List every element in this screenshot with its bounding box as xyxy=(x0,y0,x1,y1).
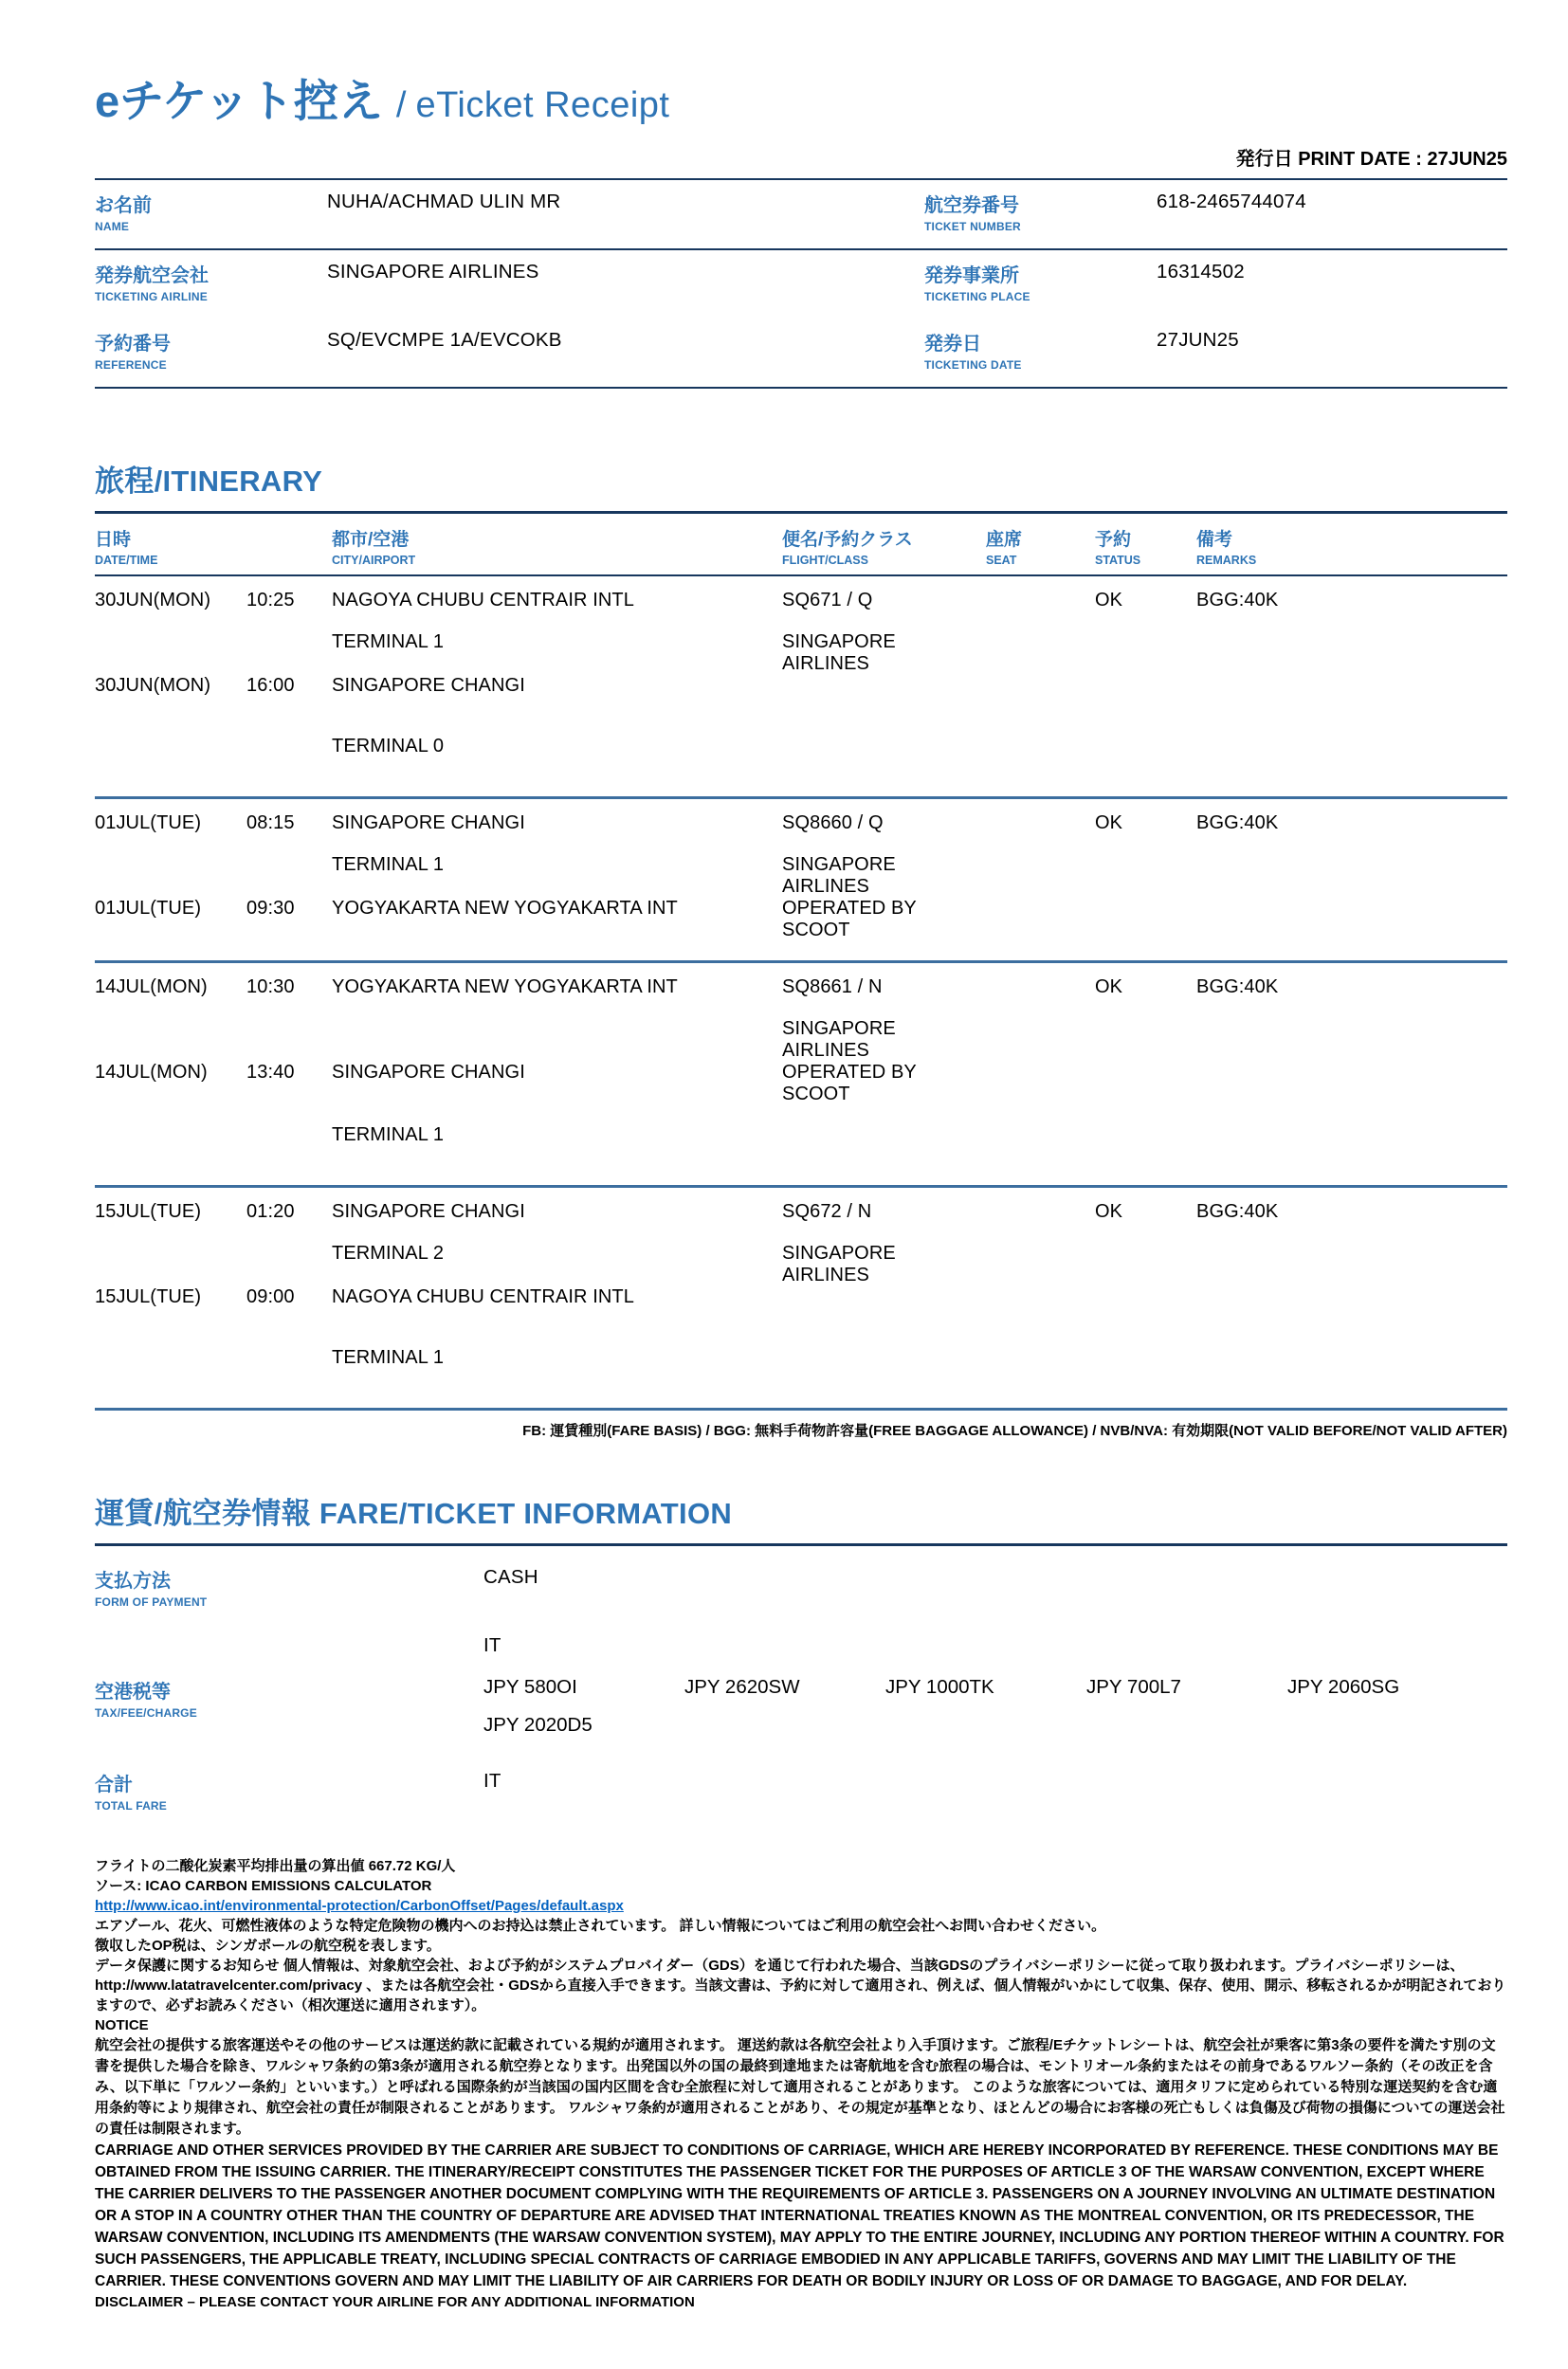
dangerous-goods-line: エアゾール、花火、可燃性液体のような特定危険物の機内へのお持込は禁止されています。 詳しい情報についてはご利用の航空会社へお問い合わせください。 xyxy=(95,1918,1106,1934)
ticketing-place-label: 発券事業所 TICKETING PLACE xyxy=(924,265,1030,303)
form-of-payment-label: 支払方法 FORM OF PAYMENT xyxy=(95,1571,208,1609)
notice-paragraph-jp: 航空会社の提供する旅客運送やその他のサービスは運送約款に記載されている規約が適用されます。 運送約款は各航空会社より入手頂けます。ご旅程/Eチケットレシートは、航空会社が乗客に第3条の要件を満たす別の文書を提供した場合を除き、ワルシャワ条約の第3条が適用される航空券となります。出発国以外の国の最終到達地または寄航地を含む旅程の場合は、モントリオール条約またはその前身であるワルソー条約（その改正を含み、以下単に「ワルソー条約」といいます。）と呼ばれる国際条約が当該国の国内区間を含む全旅程に対して適用されることがあります。 このような旅客については、適用タリフに定められている特別な運送契約を含む適用条約等により規律され、航空会社の責任が制限されることがあります。 ワルシャワ条約が適用されることがあり、その規定が基準となり、ほとんどの場合にお客様の死亡もしくは負傷及び荷物の損傷についての運送会社の責任は制限されます。 xyxy=(95,2037,1505,2137)
ticketing-date-value: 27JUN25 xyxy=(1157,329,1239,351)
fare-body xyxy=(95,1546,1507,1813)
table-row: TERMINAL 1 xyxy=(332,1347,445,1368)
col-header-flight-class: 便名/予約クラス FLIGHT/CLASS xyxy=(782,530,913,567)
fine-print-block xyxy=(95,1856,1507,2312)
tax-line-1: JPY 580OI JPY 2620SW JPY 1000TK JPY 700L7 JPY 2060SG xyxy=(483,1676,1400,1698)
reference-label: 予約番号 REFERENCE xyxy=(95,334,171,372)
passenger-name-value: NUHA/ACHMAD ULIN MR xyxy=(327,191,561,212)
data-protection-paragraph: データ保護に関するお知らせ 個人情報は、対象航空会社、および予約がシステムプロバイダー（GDS）を通じて行われた場合、当該GDSのプライバシーポリシーに従って取り扱われます。プライバシーポリシーは、http://www.latatravelcenter.com/privacy 、または各航空会社・GDSから直接入手できます。当該文書は、予約に対して適用され、例えば、個人情報がいかにして収集、保存、使用、開示、移転されるかが明記されておりますので、必ずお読みください（相次運送に適用されます）。 xyxy=(95,1958,1506,2014)
table-row: TERMINAL 1 xyxy=(332,1124,445,1145)
itinerary-section xyxy=(95,457,1507,1440)
fare-code-row xyxy=(95,1633,1507,1657)
info-row-airline-place xyxy=(95,250,1507,319)
page-title-jp: eチケット控え xyxy=(95,76,383,126)
fare-section-title: 運賃/航空券情報 FARE/TICKET INFORMATION xyxy=(95,1489,1507,1546)
itinerary-segment-1 xyxy=(95,576,1507,799)
ticket-number-value: 618-2465744074 xyxy=(1157,191,1306,212)
itinerary-segment-4 xyxy=(95,1188,1507,1411)
form-of-payment-value: CASH xyxy=(483,1566,538,1588)
table-row: 01JUL(TUE) 08:15 SINGAPORE CHANGI SQ8660 / Q OK BGG:40K xyxy=(95,812,1279,833)
table-row: 01JUL(TUE) 09:30 YOGYAKARTA NEW YOGYAKARTA INT OPERATED BY SCOOT xyxy=(95,898,917,940)
itinerary-column-headers xyxy=(95,514,1507,576)
itinerary-segment-2 xyxy=(95,799,1507,963)
info-row-reference-date xyxy=(95,319,1507,389)
table-row: 15JUL(TUE) 01:20 SINGAPORE CHANGI SQ672 / N OK BGG:40K xyxy=(95,1201,1279,1222)
tax-fee-charge-label: 空港税等 TAX/FEE/CHARGE xyxy=(95,1682,197,1720)
itinerary-section-title: 旅程/ITINERARY xyxy=(95,457,1507,514)
table-row: 30JUN(MON) 16:00 SINGAPORE CHANGI xyxy=(95,675,525,696)
fare-basis-footnote: FB: 運賃種別(FARE BASIS) / BGG: 無料手荷物許容量(FREE BAGGAGE ALLOWANCE) / NVB/NVA: 有効期限(NOT VALID BEFORE/NOT VALID AFTER) xyxy=(522,1423,1507,1439)
table-row: TERMINAL 0 xyxy=(332,736,445,756)
table-row: 30JUN(MON) 10:25 NAGOYA CHUBU CENTRAIR INTL SQ671 / Q OK BGG:40K xyxy=(95,590,1279,610)
tax-line-2: JPY 2020D5 xyxy=(483,1714,593,1736)
table-row: 14JUL(MON) 10:30 YOGYAKARTA NEW YOGYAKARTA INT SQ8661 / N OK BGG:40K xyxy=(95,976,1279,997)
page-title-en: eTicket Receipt xyxy=(415,85,670,125)
tax-values xyxy=(483,1676,1507,1737)
page-title-separator: / xyxy=(395,85,407,125)
total-fare-label: 合計 TOTAL FARE xyxy=(95,1775,168,1813)
co2-source-line: ソース: ICAO CARBON EMISSIONS CALCULATOR xyxy=(95,1878,432,1894)
col-header-status: 予約 STATUS xyxy=(1095,530,1141,567)
ticketing-airline-label: 発券航空会社 TICKETING AIRLINE xyxy=(95,265,209,303)
table-row: SINGAPORE AIRLINES xyxy=(782,1018,896,1061)
total-fare-row xyxy=(95,1769,1507,1813)
ticketing-place-value: 16314502 xyxy=(1157,261,1245,282)
fare-code-value: IT xyxy=(483,1634,501,1656)
table-row: 14JUL(MON) 13:40 SINGAPORE CHANGI OPERATED BY SCOOT xyxy=(95,1062,917,1104)
total-fare-value: IT xyxy=(483,1770,501,1792)
ticketing-date-label: 発券日 TICKETING DATE xyxy=(924,334,1022,372)
col-header-city-airport: 都市/空港 CITY/AIRPORT xyxy=(332,530,416,567)
disclaimer-line: DISCLAIMER – PLEASE CONTACT YOUR AIRLINE FOR ANY ADDITIONAL INFORMATION xyxy=(95,2294,695,2310)
icao-carbon-offset-link[interactable]: http://www.icao.int/environmental-protection/CarbonOffset/Pages/default.aspx xyxy=(95,1898,624,1914)
table-row: TERMINAL 1 SINGAPORE AIRLINES xyxy=(332,854,896,897)
table-row: TERMINAL 1 SINGAPORE AIRLINES xyxy=(332,631,896,674)
reference-value: SQ/EVCMPE 1A/EVCOKB xyxy=(327,329,562,351)
table-row: TERMINAL 2 SINGAPORE AIRLINES xyxy=(332,1243,896,1285)
print-date: 発行日 PRINT DATE : 27JUN25 xyxy=(1235,149,1507,170)
passenger-info-block xyxy=(95,178,1507,389)
notice-paragraph-en: CARRIAGE AND OTHER SERVICES PROVIDED BY THE CARRIER ARE SUBJECT TO CONDITIONS OF CARRIAGE, WHICH ARE HEREBY INCORPORATED BY REFERENCE. THESE CONDITIONS MAY BE OBTAINED FROM THE ISSUING CARRIER. THE ITINERARY/RECEIPT CONSTITUTES THE PASSENGER TICKET FOR THE PURPOSES OF ARTICLE 3 OF THE WARSAW CONVENTION, EXCEPT WHERE THE CARRIER DELIVERS TO THE PASSENGER ANOTHER DOCUMENT COMPLYING WITH THE REQUIREMENTS OF ARTICLE 3. PASSENGERS ON A JOURNEY INVOLVING AN ULTIMATE DESTINATION OR A STOP IN A COUNTRY OTHER THAN THE COUNTRY OF DEPARTURE ARE ADVISED THAT INTERNATIONAL TREATIES KNOWN AS THE MONTREAL CONVENTION, OR ITS PREDECESSOR, THE WARSAW CONVENTION, INCLUDING ITS AMENDMENTS (THE WARSAW CONVENTION SYSTEM), MAY APPLY TO THE ENTIRE JOURNEY, INCLUDING ANY PORTION THEREOF WITHIN A COUNTRY. FOR SUCH PASSENGERS, THE APPLICABLE TREATY, INCLUDING SPECIAL CONTRACTS OF CARRIAGE EMBODIED IN ANY APPLICABLE TARIFFS, GOVERNS AND MAY LIMIT THE LIABILITY OF THE CARRIER. THESE CONVENTIONS GOVERN AND MAY LIMIT THE LIABILITY OF AIR CARRIERS FOR DEATH OR BODILY INJURY OR LOSS OF OR DAMAGE TO BAGGAGE, AND FOR DELAY. xyxy=(95,2142,1504,2289)
info-row-name-ticketnumber xyxy=(95,180,1507,250)
ticketing-airline-value: SINGAPORE AIRLINES xyxy=(327,261,539,282)
notice-label: NOTICE xyxy=(95,2017,149,2033)
name-label: お名前 NAME xyxy=(95,195,152,233)
table-row: 15JUL(TUE) 09:00 NAGOYA CHUBU CENTRAIR INTL xyxy=(95,1286,634,1307)
page-title xyxy=(95,66,1507,130)
op-tax-line: 徴収したOP税は、シンガポールの航空税を表します。 xyxy=(95,1938,441,1954)
fare-section xyxy=(95,1489,1507,1813)
col-header-datetime: 日時 DATE/TIME xyxy=(95,530,158,567)
ticket-number-label: 航空券番号 TICKET NUMBER xyxy=(924,195,1021,233)
form-of-payment-row xyxy=(95,1565,1507,1609)
col-header-seat: 座席 SEAT xyxy=(986,530,1023,567)
co2-emissions-line: フライトの二酸化炭素平均排出量の算出値 667.72 KG/人 xyxy=(95,1858,456,1874)
itinerary-segment-3 xyxy=(95,963,1507,1188)
col-header-remarks: 備考 REMARKS xyxy=(1196,530,1257,567)
tax-fee-charge-row xyxy=(95,1676,1507,1737)
